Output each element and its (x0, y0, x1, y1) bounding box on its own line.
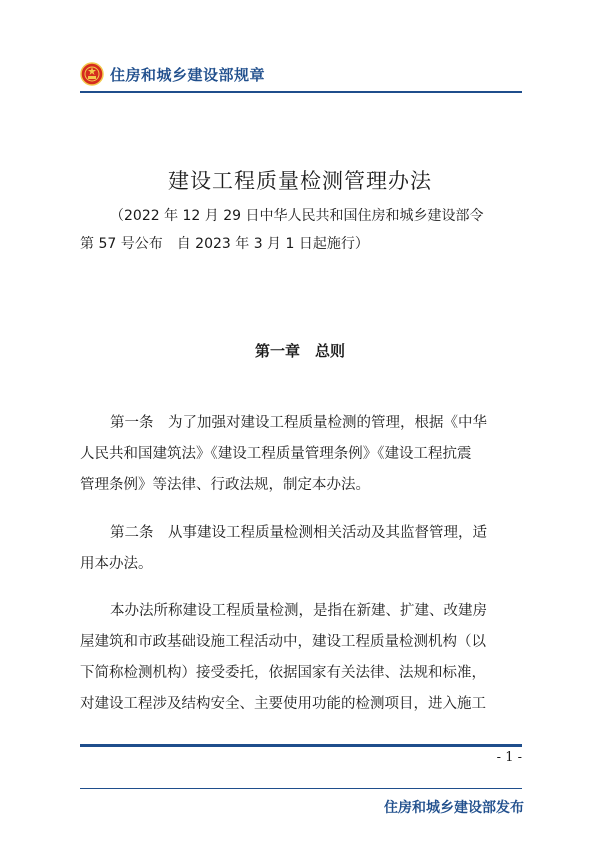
subtitle-line-2: 第 57 号公布 自 2023 年 3 月 1 日起施行） (80, 236, 369, 252)
paragraph-3-line: 本办法所称建设工程质量检测，是指在新建、扩建、改建房 (110, 603, 487, 619)
header-title: 住房和城乡建设部规章 (110, 65, 266, 84)
subtitle-line-1: （2022 年 12 月 29 日中华人民共和国住房和城乡建设部令 (110, 208, 484, 224)
paragraph-3-line: 下简称检测机构）接受委托，依据国家有关法律、法规和标准， (80, 665, 486, 681)
publisher-label: 住房和城乡建设部发布 (384, 800, 524, 816)
footer-divider-bottom (80, 788, 522, 789)
page-number: - 1 - (496, 750, 522, 765)
article-paragraph-3 (80, 596, 522, 720)
article-1-line: 管理条例》等法律、行政法规，制定本办法。 (80, 477, 370, 493)
article-2-line: 用本办法。 (80, 556, 153, 572)
document-title: 建设工程质量检测管理办法 (168, 169, 432, 193)
article-2-line: 第二条 从事建设工程质量检测相关活动及其监督管理，适 (110, 525, 487, 541)
article-1-line: 人民共和国建筑法》《建设工程质量管理条例》《建设工程抗震 (80, 446, 472, 462)
national-emblem-icon (80, 62, 104, 86)
paragraph-3-line: 屋建筑和市政基础设施工程活动中，建设工程质量检测机构（以 (80, 634, 486, 650)
paragraph-3-line: 对建设工程涉及结构安全、主要使用功能的检测项目，进入施工 (80, 696, 486, 712)
page-header (80, 62, 265, 86)
chapter-heading: 第一章 总则 (254, 342, 345, 360)
footer-divider-top (80, 744, 522, 747)
article-2 (80, 518, 522, 580)
document-subtitle (80, 202, 522, 258)
article-1-line: 第一条 为了加强对建设工程质量检测的管理，根据《中华 (110, 415, 487, 431)
article-1 (80, 408, 522, 501)
header-divider (80, 91, 522, 93)
